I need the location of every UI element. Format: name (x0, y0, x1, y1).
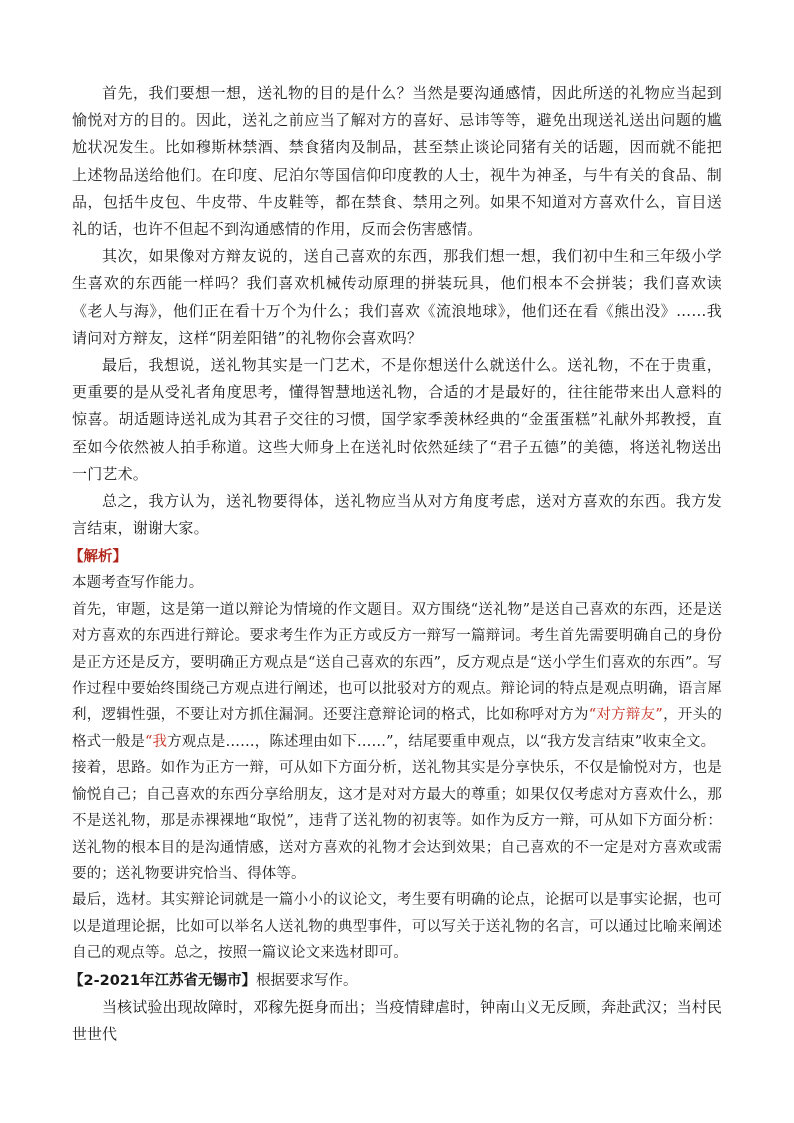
essay-paragraph-1: 首先，我们要想一想，送礼物的目的是什么？当然是要沟通感情，因此所送的礼物应当起到愉悦对方的目的。因此，送礼之前应当了解对方的喜好、忌讳等等，避免出现送礼送出问题的尴尬状况发生。比如穆斯林禁酒、禁食猪肉及制品，甚至禁止谈论同猪有关的话题，因而就不能把上述物品送给他们。在印度、尼泊尔等国信仰印度教的人士，视牛为神圣，与牛有关的食品、制品，包括牛皮包、牛皮带、牛皮鞋等，都在禁食、禁用之列。如果不知道对方喜欢什么，盲目送礼的话，也许不但起不到沟通感情的作用，反而会伤害感情。 (72, 84, 722, 239)
analysis-paragraph-2: 接着，思路。如作为正方一辩，可从如下方面分析，送礼物其实是分享快乐，不仅是愉悦对方，也是愉悦自己；自己喜欢的东西分享给朋友，这才是对对方最大的尊重；如果仅仅考虑对方喜欢什么，那不是送礼物，那是赤裸裸地“取悦”，违背了送礼物的初衷等。如作为反方一辩，可从如下方面分析：送礼物的根本目的是沟通情感，送对方喜欢的礼物才会达到效果；自己喜欢的不一定是对方喜欢或需要的；送礼物要讲究恰当、得体等。 (72, 760, 722, 882)
essay-paragraph-3: 最后，我想说，送礼物其实是一门艺术，不是你想送什么就送什么。送礼物，不在于贵重，更重要的是从受礼者角度思考，懂得智慧地送礼物，合适的才是最好的，往往能带来出人意料的惊喜。胡适题诗送礼成为其君子交往的习惯，国学家季羡林经典的“金蛋蛋糕”礼献外邦教授，直至如今依然被人拍手称道。这些大师身上在送礼时依然延续了“君子五德”的美德，将送礼物送出一门艺术。 (72, 356, 722, 483)
analysis-intro: 本题考查写作能力。 (72, 575, 204, 592)
essay-body (72, 80, 722, 542)
document-page (69, 80, 723, 1048)
analysis-paragraph-1-text-a: 首先，审题，这是第一道以辩论为情境的作文题目。双方围绕“送礼物”是送自己喜欢的东西，还是送对方喜欢的东西进行辩论。要求考生作为正方或反方一辩写一篇辩词。考生首先需要明确自己的身份是正方还是反方，要明确正方观点是“送自己喜欢的东西”，反方观点是“送小学生们喜欢的东西”。写作过程中要始终围绕己方观点进行阐述，也可以批驳对方的观点。辩论词的特点是观点明确，语言犀利，逻辑性强，不要让对方抓住漏洞。还要注意辩论词的格式，比如称呼对方为 (72, 601, 722, 724)
question-prompt-text: 当核试验出现故障时，邓稼先挺身而出；当疫情肆虐时，钟南山义无反顾，奔赴武汉；当村民世世代 (72, 997, 722, 1043)
analysis-paragraph-3: 最后，选材。其实辩论词就是一篇小小的议论文，考生要有明确的论点，论据可以是事实论据，也可以是道理论据，比如可以举名人送礼物的典型事件，可以写关于送礼物的名言，可以通过比喻来阐述自己的观点等。总之，按照一篇议论文来选材即可。 (72, 892, 722, 962)
analysis-paragraph-1-text-b: ，开头的格式一般是 (72, 707, 723, 750)
question-tag: 【2-2021年江苏省无锡市】 (69, 972, 256, 989)
question-instruction: 根据要求写作。 (255, 972, 358, 989)
analysis-paragraph-1 (72, 597, 722, 755)
highlight-opening-format: “我 (145, 733, 168, 750)
analysis-label: 【解析】 (69, 549, 127, 566)
highlight-opponent-address: “对方辩友” (588, 707, 663, 724)
essay-paragraph-2: 其次，如果像对方辩友说的，送自己喜欢的东西，那我们想一想，我们初中生和三年级小学生喜欢的东西能一样吗？我们喜欢机械传动原理的拼装玩具，他们根本不会拼装；我们喜欢读《老人与海》，他们正在看十万个为什么；我们喜欢《流浪地球》，他们还在看《熊出没》……我请问对方辩友，这样“阴差阳错”的礼物你会喜欢吗？ (72, 247, 722, 347)
question-heading (69, 968, 722, 994)
analysis-paragraph-1-text-c: 方观点是……，陈述理由如下……”，结尾要重申观点，以“我方发言结束”收束全文。 (167, 733, 716, 750)
analysis-body (72, 570, 722, 966)
essay-paragraph-4: 总之，我方认为，送礼物要得体，送礼物应当从对方角度考虑，送对方喜欢的东西。我方发言结束，谢谢大家。 (72, 492, 722, 538)
question-prompt (72, 994, 722, 1048)
